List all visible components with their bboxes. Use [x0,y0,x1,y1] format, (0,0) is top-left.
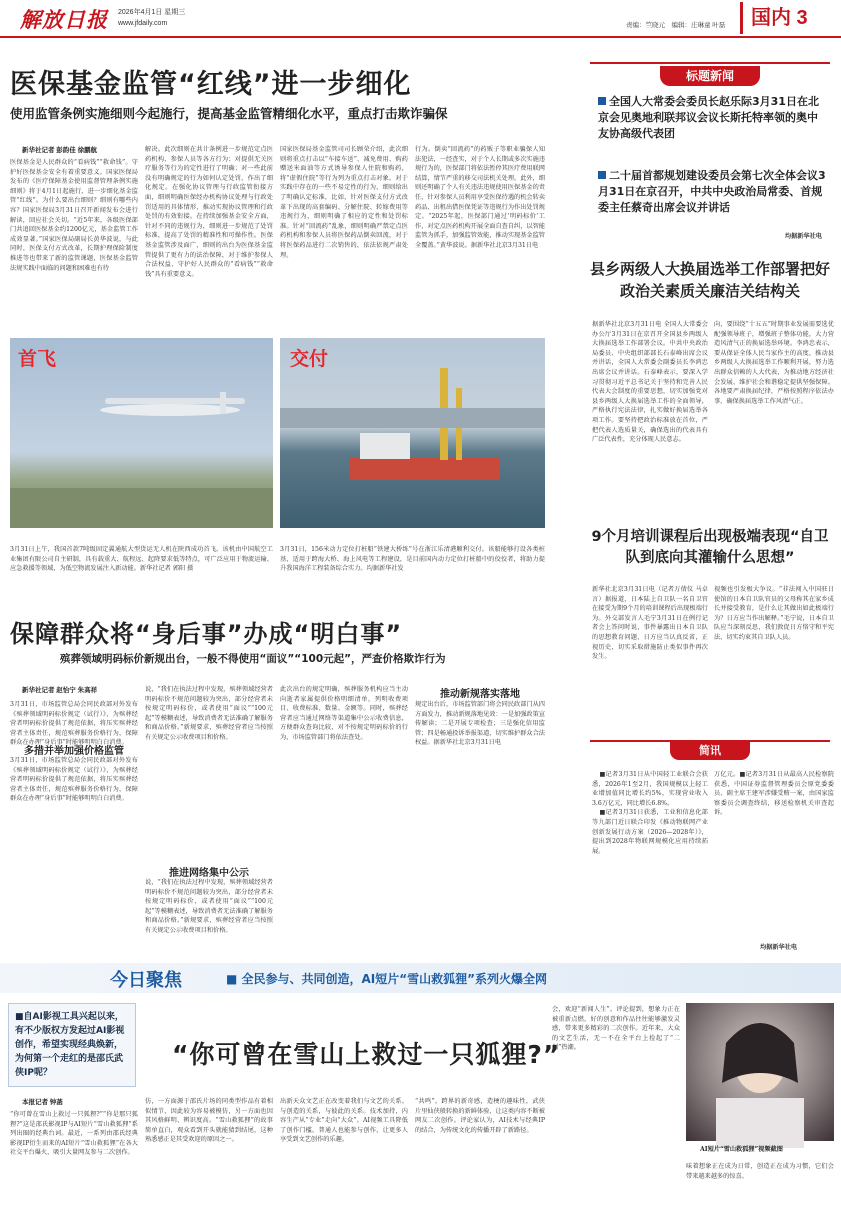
headline-news-item-1: 全国人大常委会委员长赵乐际3月31日在北京会见奥地利联邦议会议长斯托特率领的奥中友协高级代表团 [598,95,819,140]
portrait-icon [686,1003,834,1141]
guarantee-subhead: 殡葬领域明码标价新规出台，一般不得使用“面议”“100元起”，严查价格欺诈行为 [60,653,446,665]
section-label: 国内 3 [740,2,836,34]
lead-column-3: 国家医保局基金监管司司长顾荣介绍，此次细则将重点打击以“车接车送”、减免费用、购药赠送米面油等方式诱导参保人住院和购药，将“虚假住院”等行为列为重点打击对象。对于实践中存在的一些不易定性的行为，细则给出了明确认定标准，比如，针对医保支付方式改革下出现的高套编码、分解住院、转嫁费用等违规行为，细则明确了相应的定性和处罚标准。针对“回流药”乱象，细则明确严禁定点医药机构和参保人员将医保药品倒卖回流，对于将医保药品进行二次销售的，依法依规严肃处理。 [280,146,408,259]
ai-side-box-text: ■自AI影视工具兴起以来，有不少版权方发起过AI影视创作，希望实现经典焕新，为何第一个走红的是邵氏武侠IP呢？ [15,1012,125,1078]
brief-item-3: 万亿元。■记者3月31日从最高人民检察院获悉，中国证券监督管理委员会原党委委员、副主席王建军涉嫌受贿一案，由国家监察委员会调查终结，移送检察机关审查起诉。 [714,771,834,817]
lead-column-1: 医保基金是人民群众的“看病钱”“救命钱”。守护好医保基金安全有着重要意义。国家医保局发布的《医疗保障基金使用监督管理条例实施细则》将于4月1日起施行，进一步细化基金监管“红线”。为什么要出台细则？细则有哪些内容？国家医保局3月31日召开新闻发布会进行解读，回应社会关切。“近5年来，各级医保部门共追回医保基金约1200亿元，基金监管工作成效显著。”国家医保局副局长黄华波说，与此同时，医保支付方式改革，长期护理保险制度推进等也带来了新的监管课题，医保基金监管法规实践中面临的问题和困难也有待 [10,159,138,272]
headline-news-item-2: 二十届首都规划建设委员会第七次全体会议3月31日在京召开，中共中央政治局常委、首规委主任蔡奇出席会议并讲话 [598,169,826,214]
lead-subhead: 使用监管条例实施细则今起施行，提高基金监管精细化水平，重点打击欺诈骗保 [10,106,448,121]
square-bullet-icon [598,97,606,105]
issue-date: 2026年4月1日 星期三 [118,9,186,16]
lead-column-4: 行为。倒卖“回流药”的药贩子等职业骗保人知法犯法，一经查实，对于个人长期或多次实施违规行为的，医保部门将依法暂停其医疗费用联网结算，情节严重的移交司法机关处理。此外，细则还明确了个人有关违法违规使用医保基金的责任，针对参保人员利用享受医保待遇的机会转卖药品、出租出借医保凭证等违规行为作出处罚规定。“2025年起，医保部门通过‘明码标价’工作，对定点医药机构开展全面自查自纠，以智能监管为抓手，加强监管效能，推动实现基金监管全覆盖。”黄华波说。据新华社北京3月31日电 [415,146,545,249]
guarantee-column-3: 此次出台的规定明确，殡葬服务机构应当主动向逝者家属提供价格明细清单，列明收费项目、收费标准、数量、金额等。同时，殡葬经营者应当通过网络等渠道集中公示收费信息，方便群众查询比较，对不按规定明码标价的行为，市场监管部门将依法查处。 [280,686,408,741]
fox-column-5: 会，欢迎“新闻人生”。评论提到，想象力正在被重新点燃，好的创意和作品往往能够激发灵感，带来更多精彩的二次创作。近年来，大众的文艺生活，无一不在全平台上捡起了“二创”热潮。 [552,1006,680,1052]
newspaper-logo: 解放日报 [20,7,108,32]
photo1-tag: 首飞 [18,348,57,370]
photo1-caption: 3月31日上午，我国首款7吨级固定翼通航大型货运无人机在陕西成功首飞。该机由中国航空工业集团有限公司自主研制，具有载重大、航程远、起降要求低等特点，可广泛应用于物流运输、应急救援等领域，为低空物流发展注入新动能。新华社记者 郭阳 摄 [10,546,273,573]
fox-video-screenshot [686,1003,834,1141]
guarantee-column-1-cont: 3月31日，市场监管总局会同民政部对外发布《殡葬领域明码标价规定（试行）》，为殡葬经营者明码标价提供了规范依据，将压实殡葬经营者主体责任，规范殡葬服务价格行为，保障群众在办理“身后事”时能够明明白白消费。 [10,757,138,803]
guarantee-byline: 新华社记者 赵怡宁 朱高祥 [22,687,98,694]
ai-side-box [8,1003,136,1087]
photo2-caption: 3月31日，156米动力定位打桩船“铁建大桥练”号在浙江乐清港顺利交付。该船能够打设各类桩基，适用于跨海大桥、海上风电等工程建设，是目前国内动力定位打桩船中的佼佼者，将助力提升我国海洋工程装备综合实力。均据新华社发 [280,546,545,573]
today-focus-tag: 今日聚焦 [110,970,182,991]
fox-headline: “你可曾在雪山上救过一只狐狸?” [172,1040,561,1069]
brief-column-1 [592,770,708,955]
brief-item-1: ■记者3月31日从中国轻工业联合会获悉，2026年1至2月，我国规模以上轻工业增加值同比增长约5%，实现营业收入3.6万亿元，同比增长6.8%。 [592,771,708,807]
fox-column-1: “你可曾在雪山上救过一只狐狸?”“你是那只狐狸?”这是邵氏影视IP与AI短片“雪山救狐狸”系列出圈的经典台词。最近，一系列由邵氏经典影视IP衍生而来的AI短片“雪山救狐狸”在各大社交平台爆火，吸引大量网友参与二次创作。 [10,1111,138,1157]
county-column-1: 据新华社北京3月31日电 全国人大常委会办公厅3月31日在京召开全国县乡两级人大换届选举工作部署会议。中共中央政治局委员、中央组织部部长石泰峰出席会议并讲话，全国人大常委会副委员长李鸿忠出席会议并讲话。石泰峰表示，要深入学习贯彻习近平总书记关于坚持和完善人民代表大会制度的重要思想，切实加强党对县乡两级人大换届选举工作的全面领导，严格执行宪法法律，扎实做好换届选举各项工作。要坚持把政治标准放在首位，严把代表人选质量关，确保选出的代表具有广泛代表性，充分体现人民意志。 [592,321,708,444]
briefs-source: 均据新华社电 [760,944,798,951]
guarantee-column-2-cont: 说，“我们在执法过程中发现，殡葬领域经营者明码标价不规范问题较为突出，部分经营者未按规定明码标价，或者使用“面议”“100元起”等模糊表述，导致消费者无法准确了解服务和商品价格。”新规要求，殡葬经营者应当按照有关规定公示收费项目和价格。 [145,879,273,934]
guarantee-column-2: 说，“我们在执法过程中发现，殡葬领域经营者明码标价不规范问题较为突出，部分经营者未按规定明码标价，或者使用“面议”“100元起”等模糊表述，导致消费者无法准确了解服务和商品价格。”新规要求，殡葬经营者应当按照有关规定公示收费项目和价格。 [145,686,273,741]
masthead-meta [118,7,185,29]
photo-drone-first-flight [10,338,273,528]
photo2-tag: 交付 [290,348,329,370]
guarantee-section-2: 推进网络集中公示 [169,868,249,879]
training-column-2: 视频也引发极大争议。“非法闯入中国驻日使馆的日本自卫队官员的父母称其在家乡成长并接受教育，是什么让其做出如此极端行为？日方应当作出解释。”毛宁说，日本自卫队应当深刻反思，我们敦促日方恪守和平宪法，切实约束其自卫队人员。 [714,586,834,641]
fox-byline: 本报记者 钟菡 [22,1099,63,1106]
guarantee-column-4: 规定出台后，市场监管部门将会同民政部门从四方面发力，推动新规落地见效：一是加强政策宣传解读；二是开展专项检查；三是强化信用监管；四是畅通投诉举报渠道，切实维护群众合法权益。据新华社北京3月31日电 [415,701,545,747]
guarantee-section-1: 多措并举加强价格监管 [24,746,124,757]
training-column-1: 新华社北京3月31日电（记者万倩仪 马卓言）据报道，日本陆上自卫队一名自卫官在接受为期9个月的培训课程后出现极端行为。外交部发言人毛宁3月31日在例行记者会上答问时说，事件暴露出日本自卫队的思想教育问题，日方应当认真反省，正视历史，切实采取措施防止类似事件再次发生。 [592,586,708,661]
editors-line: 责编：竺晓元 编辑：庄琳童 叶磊 [626,22,726,29]
fox-column-4: “共鸣”。跨界的新奇感，造梗的趣味性，武侠片里仙侠般转换的新鲜体验，让这类内容不断被网友二次创作。评论家认为，AI技术与经典IP的结合，为传统文化的传播开辟了新路径。 [415,1098,545,1134]
briefs-box [590,740,830,760]
headline-news-box [590,62,830,262]
county-column-2: 向，要围绕“十五五”时期事业发展需要选优配强领导班子，增强班子整体功能，大力营造风清气正的换届选举环境。李鸿忠表示，要从保证全体人民当家作主的高度，推动县乡两级人大换届选举工作顺利开展，努力选出群众信赖的人大代表，为推动地方经济社会发展、维护社会和谐稳定提供坚强保障。各地要严肃换届纪律，严格按照程序依法办事，确保换届选举工作风清气正。 [714,321,834,405]
today-focus-title: ■ 全民参与、共同创造，AI短片“雪山救狐狸”系列火爆全网 [226,972,548,986]
fox-column-6: 味着想象正在成为日常，创造正在成为习惯，它们会带来越来越多的惊喜。 [686,1163,834,1180]
square-bullet-icon [598,171,606,179]
photo-pile-vessel-delivery [280,338,545,528]
lead-column-2: 解决。此次细则在共计条例进一步规范定点医药机构、参保人员等各方行为；对提供无关医疗服务等行为的定性进行了明确；对一些此前没有明确规定的行为如何认定处罚，作出了细化规定。在强化协议管理与行政监管衔接方面，细则明确医保经办机构协议处理与行政处罚适用的具体情形，推动实现协议管理和行政处罚的有效衔接。在持续加强基金安全方面，针对不同的违规行为，细则进一步规范了处罚标准，提高了处罚的精准性和可操作性。医保基金监管涉及面广，细则的出台为医保基金监管提供了更有力的法治保障，对于维护参保人合法权益、守护好人民群众的“看病钱”“救命钱”具有重要意义。 [145,146,273,278]
lead-byline: 新华社记者 彭韵佳 徐鹏航 [22,147,98,154]
headline-news-title: 标题新闻 [660,66,760,86]
training-headline: 9个月培训课程后出现极端表现“自卫队到底向其灌输什么思想” [591,529,829,566]
site-url[interactable]: www.jfdaily.com [118,20,168,27]
briefs-title: 简讯 [670,742,750,760]
header-rule [0,36,841,38]
headline-news-source: 均据新华社电 [784,233,822,240]
county-headline: 县乡两级人大换届选举工作部署把好政治关素质关廉洁关结构关 [590,260,831,300]
guarantee-column-1: 3月31日，市场监管总局会同民政部对外发布《殡葬领域明码标价规定（试行）》，为殡葬经营者明码标价提供了规范依据，将压实殡葬经营者主体责任，规范殡葬服务价格行为，保障群众在办理“身后事”时能够明明白白消费。 [10,701,138,747]
brief-item-2: ■记者3月31日获悉，工业和信息化部等九部门近日联合印发《推动物联网产业创新发展行动方案（2026—2028年）》，提出到2028年物联网规模化应用持续拓展。 [592,809,708,855]
guarantee-headline: 保障群众将“身后事”办成“明白事” [10,620,403,648]
lead-headline: 医保基金监管“红线”进一步细化 [10,69,412,100]
fox-photo-caption: AI短片“雪山救狐狸”视频截图 [700,1146,783,1153]
guarantee-section-3: 推动新规落实落地 [440,689,520,700]
fox-column-3: 出新天众文艺正在改变着我们与文艺的关系。与创造的关系，与彼此的关系。技术加持，内容生产从“专业”走向“大众”。AI视频工具降低了创作门槛，普通人也能参与创作，让更多人享受到文艺创作的乐趣。 [280,1098,408,1144]
fox-column-2: 仿，一方面源于邵氏片场的同类型作品有着相似情节，因此较为容易被模仿，另一方面也因其风格鲜明、辨识度高。“雪山救狐狸”的故事简单直白，观众看到开头就能猜到结尾，这种熟悉感正是其受欢迎的原因之一。 [145,1098,273,1144]
